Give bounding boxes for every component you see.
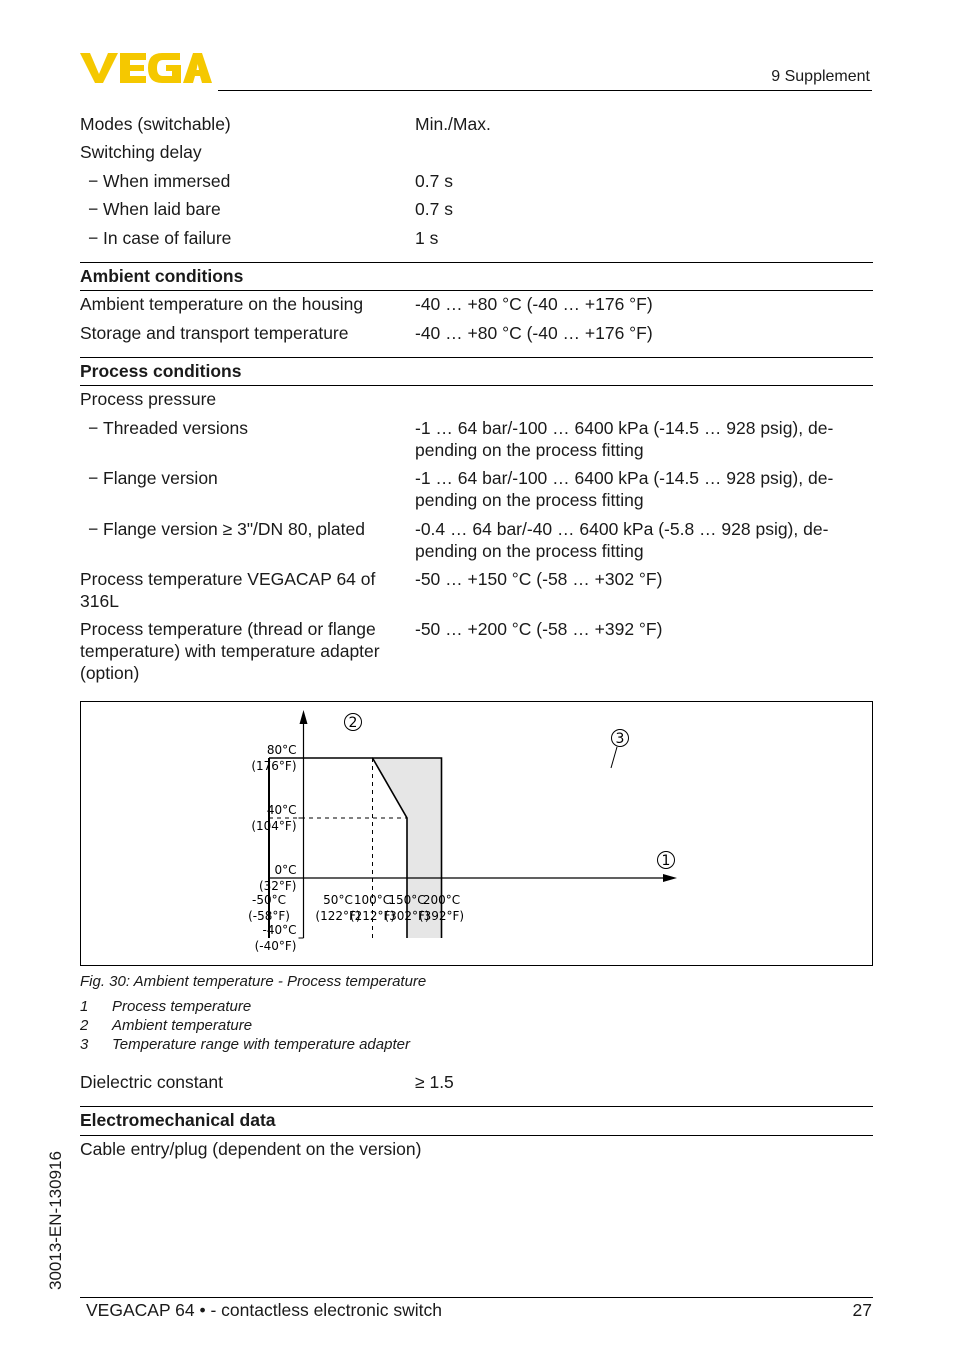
- spec-label: Modes (switchable): [80, 114, 231, 134]
- y-axis-arrow: [300, 710, 308, 724]
- spec-value: -40 … +80 °C (-40 … +176 °F): [415, 323, 653, 343]
- x-tick-label-c: 100°C: [353, 893, 392, 907]
- spec-label: Process temperature (thread or flange temperature) with temperature adapter (option): [80, 619, 380, 683]
- figure-caption: Fig. 30: Ambient temperature - Process temperature: [80, 973, 427, 990]
- callout-ambient-temperature: 2: [348, 715, 358, 731]
- spec-sublabel: − When laid bare: [88, 199, 221, 219]
- y-tick-label-f: (176°F): [251, 759, 297, 773]
- header-rule: [218, 90, 872, 91]
- x-tick-label-f: (-58°F): [248, 909, 290, 923]
- x-tick-label-f: (122°F): [315, 909, 361, 923]
- section-label: 9 Supplement: [771, 68, 870, 85]
- spec-sublabel: − When immersed: [88, 171, 231, 191]
- x-tick-label-f: (302°F): [384, 909, 430, 923]
- spec-sublabel: − In case of failure: [88, 228, 232, 248]
- spec-label: Dielectric constant: [80, 1072, 223, 1092]
- x-tick-label-f: (392°F): [418, 909, 465, 923]
- spec-sublabel: − Flange version: [88, 468, 218, 488]
- footer-rule: [80, 1297, 873, 1298]
- spec-label: Ambient temperature on the housing: [80, 294, 364, 314]
- spec-value: 0.7 s: [415, 171, 453, 191]
- x-tick-label-c: 150°C: [388, 893, 426, 907]
- spec-label: Switching delay: [80, 142, 202, 162]
- spec-value: -50 … +150 °C (-58 … +302 °F): [415, 569, 663, 589]
- spec-value: -1 … 64 bar/-100 … 6400 kPa (-14.5 … 928 psig), de- pending on the process fitting: [415, 468, 834, 510]
- section-heading: Process conditions: [80, 357, 873, 386]
- spec-label: Process temperature VEGACAP 64 of 316L: [80, 569, 376, 611]
- spec-value: -0.4 … 64 bar/-40 … 6400 kPa (-5.8 … 928 psig), de- pending on the process fitting: [415, 519, 829, 561]
- callout-adapter-leader: [611, 747, 617, 768]
- spec-value: Min./Max.: [415, 114, 491, 134]
- spec-value: -40 … +80 °C (-40 … +176 °F): [415, 294, 653, 314]
- spec-value: 1 s: [415, 228, 439, 248]
- callout-adapter-range: 3: [615, 731, 625, 747]
- spec-label: Process pressure: [80, 389, 217, 409]
- x-tick-label-c: -50°C: [252, 893, 286, 907]
- document-id: 30013-EN-130916: [46, 1151, 65, 1290]
- y-tick-label-c: 0°C: [274, 863, 297, 877]
- y-tick-label-f: (32°F): [258, 879, 297, 893]
- section-heading: Ambient conditions: [80, 262, 873, 291]
- x-tick-label-c: 50°C: [323, 893, 353, 907]
- y-tick-label-f: (104°F): [251, 819, 297, 833]
- footer-title: VEGACAP 64 • - contactless electronic switch: [86, 1300, 442, 1320]
- x-tick-label-c: 200°C: [422, 893, 461, 907]
- chart-frame: [80, 701, 873, 966]
- x-axis-arrow: [663, 874, 677, 882]
- x-tick-label-f: (212°F): [349, 909, 396, 923]
- callout-process-temperature: 1: [661, 853, 671, 869]
- spec-sublabel: − Threaded versions: [88, 418, 248, 438]
- spec-value: -50 … +200 °C (-58 … +392 °F): [415, 619, 663, 639]
- page-number: 27: [852, 1300, 872, 1320]
- spec-value: -1 … 64 bar/-100 … 6400 kPa (-14.5 … 928 psig), de- pending on the process fitting: [415, 418, 834, 460]
- y-tick-label-c: 40°C: [266, 803, 297, 817]
- y-tick-label-c: -40°C: [262, 923, 297, 937]
- spec-label: Storage and transport temperature: [80, 323, 349, 343]
- y-tick-label-f: (-40°F): [254, 939, 297, 953]
- section-heading: Electromechanical data: [80, 1106, 873, 1136]
- y-tick-label-c: 80°C: [266, 743, 297, 757]
- spec-value: 0.7 s: [415, 199, 453, 219]
- temperature-chart: [81, 702, 872, 965]
- spec-sublabel: − Flange version ≥ 3"/DN 80, plated: [88, 519, 365, 539]
- spec-label: Cable entry/plug (dependent on the version): [80, 1139, 422, 1159]
- spec-value: ≥ 1.5: [415, 1072, 454, 1092]
- vega-logo: [80, 50, 212, 86]
